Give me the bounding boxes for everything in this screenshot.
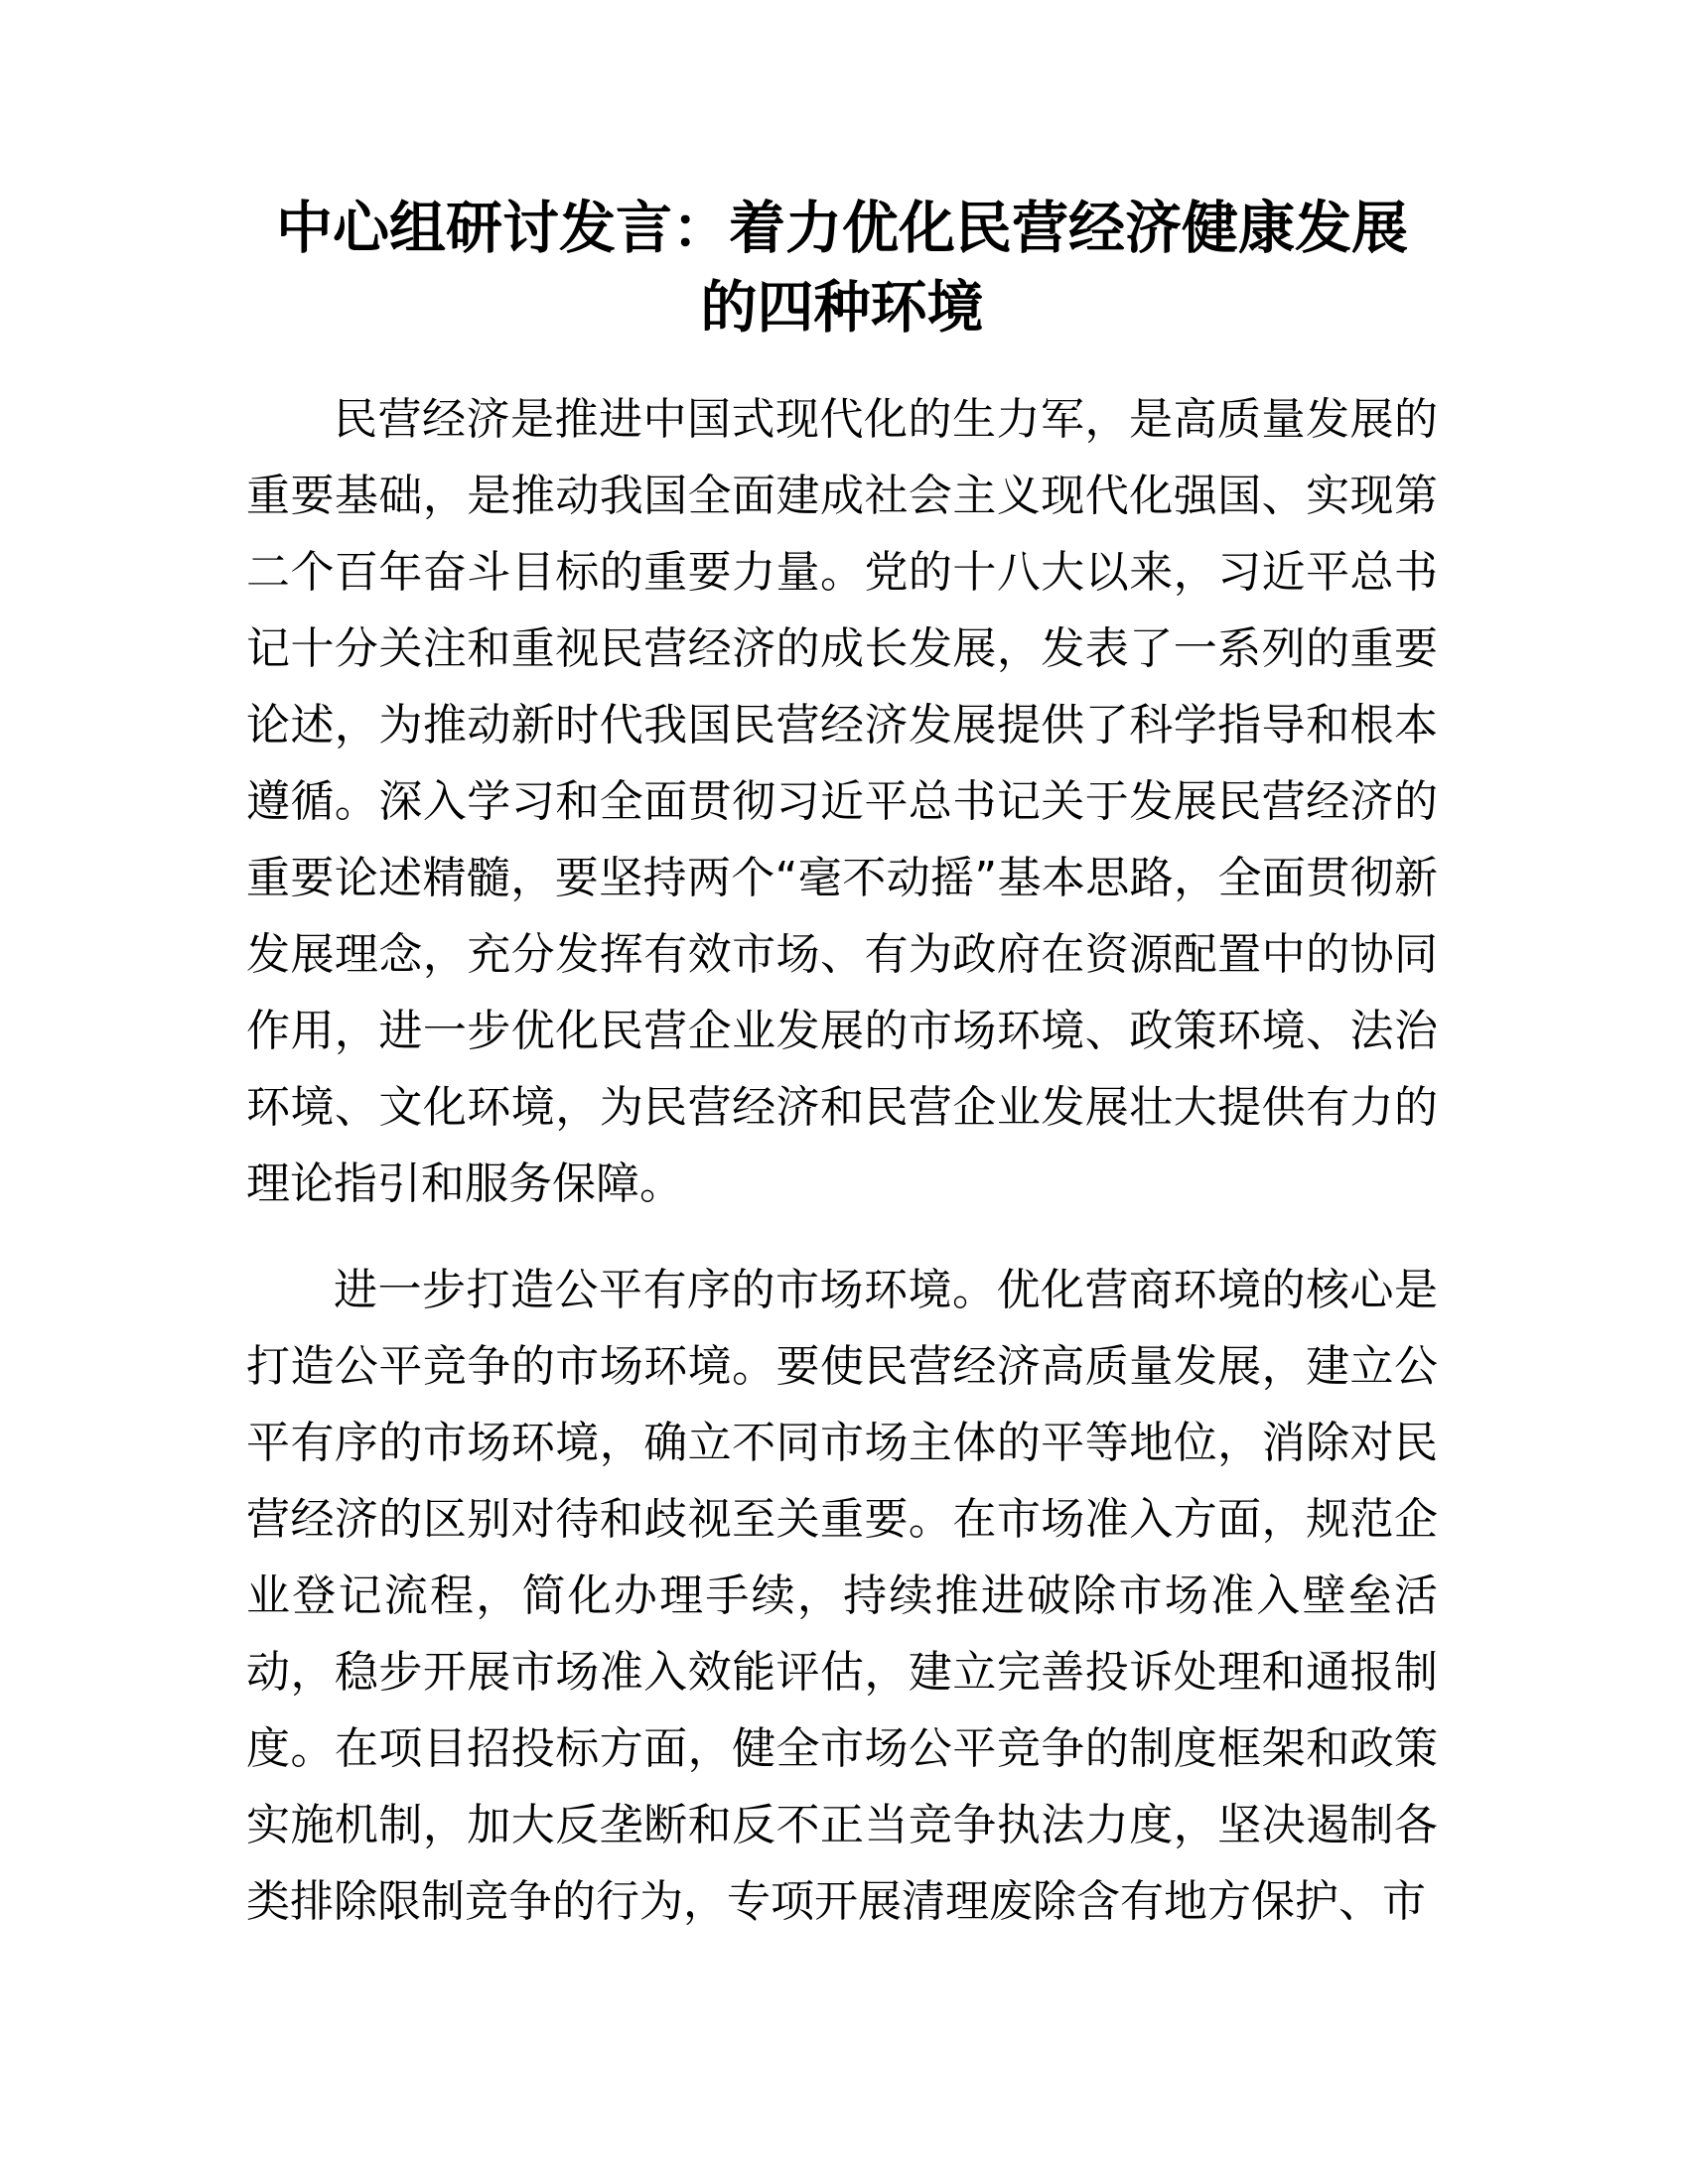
document-title-line-1: 中心组研讨发言：着力优化民营经济健康发展: [276, 196, 1408, 261]
document-title-line-2: 的四种环境: [700, 275, 984, 341]
paragraph: 民营经济是推进中国式现代化的生力军，是高质量发展的重要基础，是推动我国全面建成社会主义现代化强国、实现第二个百年奋斗目标的重要力量。党的十八大以来，习近平总书记十分关注和重视民营经济的成长发展，发表了一系列的重要论述，为推动新时代我国民营经济发展提供了科学指导和根本遵循。深入学习和全面贯彻习近平总书记关于发展民营经济的重要论述精髓，要坚持两个“毫不动摇”基本思路，全面贯彻新发展理念，充分发挥有效市场、有为政府在资源配置中的协同作用，进一步优化民营企业发展的市场环境、政策环境、法治环境、文化环境，为民营经济和民营企业发展壮大提供有力的理论指引和服务保障。: [246, 394, 1438, 1209]
document-title: [246, 189, 1438, 347]
paragraph: 进一步打造公平有序的市场环境。优化营商环境的核心是打造公平竞争的市场环境。要使民营经济高质量发展，建立公平有序的市场环境，确立不同市场主体的平等地位，消除对民营经济的区别对待和歧视至关重要。在市场准入方面，规范企业登记流程，简化办理手续，持续推进破除市场准入壁垒活动，稳步开展市场准入效能评估，建立完善投诉处理和通报制度。在项目招投标方面，健全市场公平竞争的制度框架和政策实施机制，加大反垄断和反不正当竞争执法力度，坚决遏制各类排除限制竞争的行为，专项开展清理废除含有地方保护、市: [246, 1265, 1438, 1927]
document-body: [246, 381, 1438, 1940]
